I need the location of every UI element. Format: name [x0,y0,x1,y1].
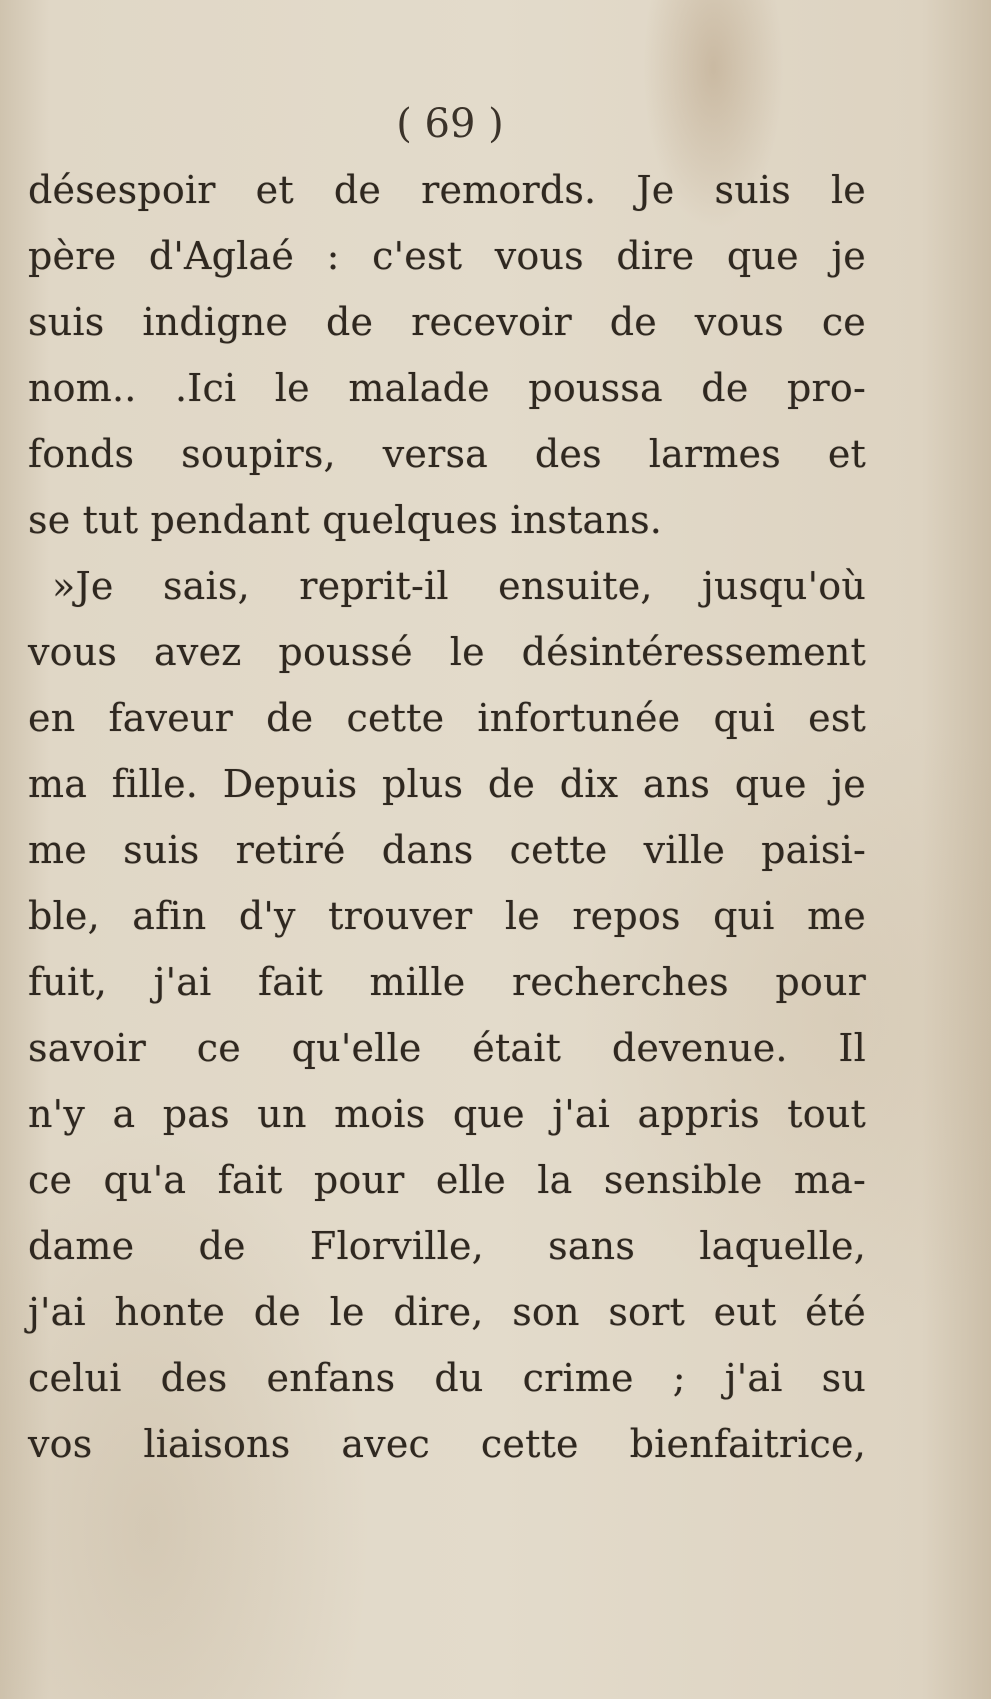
text-line-7: »Je sais, reprit-il ensuite, jusqu'où [52,564,866,608]
text-line-5: fonds soupirs, versa des larmes et [28,432,866,476]
text-line-15: n'y a pas un mois que j'ai appris tout [28,1092,866,1136]
text-line-16: ce qu'a fait pour elle la sensible ma- [28,1158,866,1202]
text-line-19: celui des enfans du crime ; j'ai su [28,1356,866,1400]
text-line-9: en faveur de cette infortunée qui est [28,696,866,740]
text-line-20: vos liaisons avec cette bienfaitrice, [28,1422,866,1466]
text-line-12: ble, afin d'y trouver le repos qui me [28,894,866,938]
text-line-13: fuit, j'ai fait mille recherches pour [28,960,866,1004]
text-line-6: se tut pendant quelques instans. [28,498,663,542]
text-line-10: ma fille. Depuis plus de dix ans que je [28,762,866,806]
text-line-18: j'ai honte de le dire, son sort eut été [28,1290,866,1334]
text-line-17: dame de Florville, sans laquelle, [28,1224,866,1268]
text-line-4: nom.. .Ici le malade poussa de pro- [28,366,866,410]
text-line-3: suis indigne de recevoir de vous ce [28,300,866,344]
page-number: ( 69 ) [396,101,504,147]
text-line-14: savoir ce qu'elle était devenue. Il [28,1026,866,1070]
text-line-8: vous avez poussé le désintéressement [28,630,866,674]
text-line-11: me suis retiré dans cette ville paisi- [28,828,866,872]
text-line-2: père d'Aglaé : c'est vous dire que je [28,234,866,278]
text-line-1: désespoir et de remords. Je suis le [28,168,866,212]
